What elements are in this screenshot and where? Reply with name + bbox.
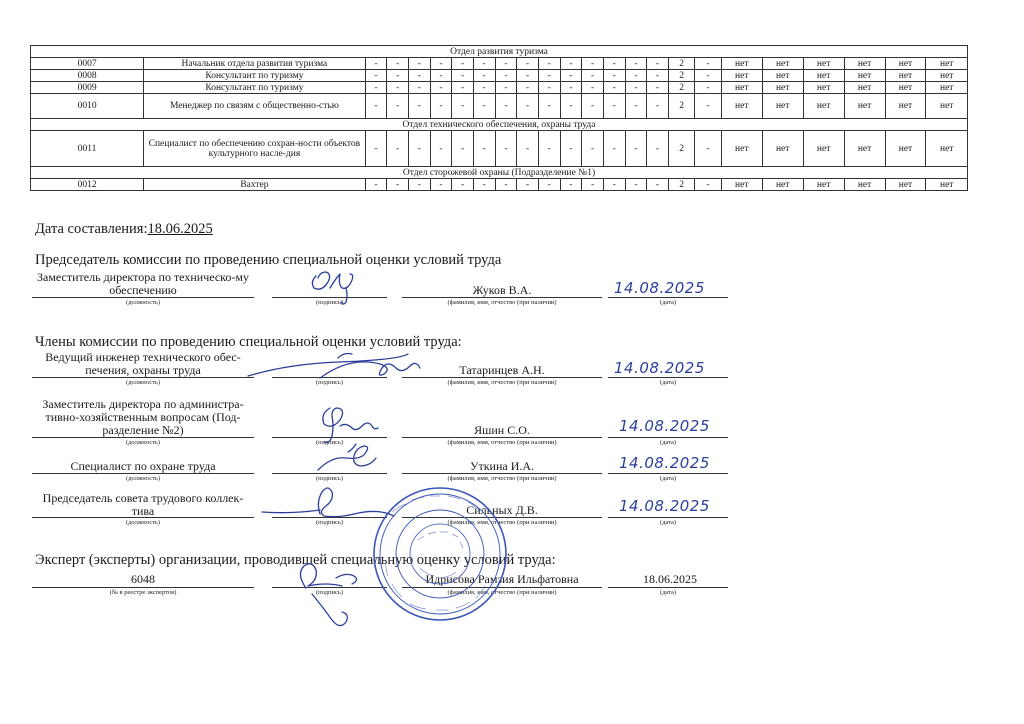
caption-date: (дата) bbox=[659, 519, 677, 526]
dash-cell: - bbox=[517, 179, 539, 191]
dash-cell: - bbox=[560, 94, 582, 119]
no-cell: нет bbox=[721, 70, 762, 82]
dash-cell: - bbox=[603, 70, 625, 82]
row-name-cell: Консультант по туризму bbox=[144, 70, 366, 82]
no-cell: нет bbox=[885, 179, 926, 191]
no-cell: нет bbox=[762, 131, 803, 167]
dash-cell: - bbox=[517, 94, 539, 119]
dash-cell: - bbox=[495, 82, 517, 94]
dash-cell: - bbox=[625, 179, 647, 191]
dash-cell: - bbox=[495, 58, 517, 70]
caption-fio: (фамилия, имя, отчество (при наличии) bbox=[447, 519, 557, 526]
member-date: 14.08.2025 bbox=[614, 359, 705, 377]
section-header-cell: Отдел технического обеспечения, охраны труда bbox=[31, 119, 968, 131]
section-header-cell: Отдел развития туризма bbox=[31, 46, 968, 58]
dash-cell: - bbox=[625, 82, 647, 94]
dash-cell: - bbox=[387, 82, 409, 94]
caption-signature: (подпись) bbox=[316, 299, 343, 306]
no-cell: нет bbox=[844, 131, 885, 167]
dash-cell: - bbox=[538, 82, 560, 94]
class-cell: 2 bbox=[668, 131, 694, 167]
no-cell: нет bbox=[926, 82, 968, 94]
class-cell: 2 bbox=[668, 58, 694, 70]
dash-cell: - bbox=[647, 70, 669, 82]
row-code-cell: 0009 bbox=[31, 82, 144, 94]
caption-date: (дата) bbox=[659, 299, 677, 306]
no-cell: нет bbox=[885, 94, 926, 119]
caption-position: (должность) bbox=[125, 379, 161, 386]
row-name-cell: Менеджер по связям с общественно-стью bbox=[144, 94, 366, 119]
class-cell: 2 bbox=[668, 179, 694, 191]
section-header-cell: Отдел сторожевой охраны (Подразделение №1) bbox=[31, 167, 968, 179]
dash-cell: - bbox=[387, 131, 409, 167]
no-cell: нет bbox=[721, 179, 762, 191]
caption-fio: (фамилия, имя, отчество (при наличии) bbox=[447, 439, 557, 446]
no-cell: нет bbox=[721, 82, 762, 94]
dash-cell: - bbox=[695, 82, 721, 94]
dash-cell: - bbox=[408, 82, 430, 94]
member-position: Председатель совета трудового коллек-тива bbox=[42, 491, 244, 518]
caption-fio: (фамилия, имя, отчество (при наличии) bbox=[447, 299, 557, 306]
dash-cell: - bbox=[452, 70, 474, 82]
dash-cell: - bbox=[582, 82, 604, 94]
dash-cell: - bbox=[408, 131, 430, 167]
dash-cell: - bbox=[582, 94, 604, 119]
dash-cell: - bbox=[365, 58, 387, 70]
row-code-cell: 0010 bbox=[31, 94, 144, 119]
dash-cell: - bbox=[695, 58, 721, 70]
chairman-signature bbox=[312, 272, 352, 304]
dash-cell: - bbox=[365, 179, 387, 191]
dash-cell: - bbox=[695, 94, 721, 119]
dash-cell: - bbox=[387, 70, 409, 82]
dash-cell: - bbox=[517, 131, 539, 167]
no-cell: нет bbox=[844, 70, 885, 82]
caption-fio: (фамилия, имя, отчество (при наличии) bbox=[447, 475, 557, 482]
row-code-cell: 0012 bbox=[31, 179, 144, 191]
member-2-signature bbox=[323, 408, 378, 442]
dash-cell: - bbox=[647, 58, 669, 70]
dash-cell: - bbox=[430, 94, 452, 119]
row-name-cell: Начальник отдела развития туризма bbox=[144, 58, 366, 70]
dash-cell: - bbox=[603, 131, 625, 167]
dash-cell: - bbox=[430, 131, 452, 167]
member-date: 14.08.2025 bbox=[619, 417, 710, 435]
no-cell: нет bbox=[885, 58, 926, 70]
dash-cell: - bbox=[365, 70, 387, 82]
member-4-signature bbox=[262, 488, 394, 517]
no-cell: нет bbox=[803, 58, 844, 70]
dash-cell: - bbox=[473, 94, 495, 119]
no-cell: нет bbox=[926, 70, 968, 82]
no-cell: нет bbox=[721, 94, 762, 119]
dash-cell: - bbox=[603, 82, 625, 94]
dash-cell: - bbox=[560, 179, 582, 191]
dash-cell: - bbox=[430, 82, 452, 94]
member-position: Ведущий инженер технического обес-печения, охраны труда bbox=[45, 350, 241, 377]
dash-cell: - bbox=[430, 179, 452, 191]
dash-cell: - bbox=[408, 179, 430, 191]
expert-name: Идрисова Рамзия Ильфатовна bbox=[425, 572, 579, 586]
caption-date: (дата) bbox=[659, 379, 677, 386]
dash-cell: - bbox=[538, 179, 560, 191]
dash-cell: - bbox=[582, 131, 604, 167]
dash-cell: - bbox=[625, 70, 647, 82]
dash-cell: - bbox=[582, 70, 604, 82]
expert-registry: 6048 bbox=[131, 572, 155, 586]
member-position: Заместитель директора по администра-тивно-хозяйственным вопросам (Под-разделение №2) bbox=[42, 397, 244, 437]
dash-cell: - bbox=[452, 82, 474, 94]
no-cell: нет bbox=[803, 82, 844, 94]
dash-cell: - bbox=[560, 82, 582, 94]
no-cell: нет bbox=[762, 82, 803, 94]
dash-cell: - bbox=[365, 82, 387, 94]
class-cell: 2 bbox=[668, 94, 694, 119]
no-cell: нет bbox=[721, 131, 762, 167]
caption-signature: (подпись) bbox=[316, 379, 343, 386]
dash-cell: - bbox=[452, 131, 474, 167]
dash-cell: - bbox=[603, 58, 625, 70]
caption-signature: (подпись) bbox=[316, 439, 343, 446]
dash-cell: - bbox=[538, 131, 560, 167]
no-cell: нет bbox=[803, 179, 844, 191]
chairman-heading: Председатель комиссии по проведению специальной оценки условий труда bbox=[35, 252, 502, 268]
dash-cell: - bbox=[517, 82, 539, 94]
dash-cell: - bbox=[517, 70, 539, 82]
member-name: Сильных Д.В. bbox=[466, 503, 538, 517]
dash-cell: - bbox=[582, 179, 604, 191]
dash-cell: - bbox=[582, 58, 604, 70]
dash-cell: - bbox=[560, 58, 582, 70]
dash-cell: - bbox=[647, 82, 669, 94]
dash-cell: - bbox=[452, 94, 474, 119]
no-cell: нет bbox=[844, 58, 885, 70]
caption-position: (должность) bbox=[125, 475, 161, 482]
dash-cell: - bbox=[430, 58, 452, 70]
no-cell: нет bbox=[762, 58, 803, 70]
dash-cell: - bbox=[625, 131, 647, 167]
dash-cell: - bbox=[517, 58, 539, 70]
dash-cell: - bbox=[495, 131, 517, 167]
dash-cell: - bbox=[452, 179, 474, 191]
member-name: Татаринцев А.Н. bbox=[459, 363, 545, 377]
no-cell: нет bbox=[844, 82, 885, 94]
member-date: 14.08.2025 bbox=[619, 497, 710, 515]
no-cell: нет bbox=[721, 58, 762, 70]
member-date: 14.08.2025 bbox=[619, 454, 710, 472]
member-3-signature bbox=[318, 444, 376, 470]
row-code-cell: 0008 bbox=[31, 70, 144, 82]
dash-cell: - bbox=[408, 58, 430, 70]
dash-cell: - bbox=[603, 94, 625, 119]
dash-cell: - bbox=[647, 131, 669, 167]
dash-cell: - bbox=[625, 58, 647, 70]
dash-cell: - bbox=[695, 70, 721, 82]
no-cell: нет bbox=[885, 131, 926, 167]
member-name: Яшин С.О. bbox=[474, 423, 530, 437]
class-cell: 2 bbox=[668, 70, 694, 82]
chairman-name: Жуков В.А. bbox=[472, 283, 532, 297]
caption-registry: (№ в реестре экспертов) bbox=[109, 589, 177, 596]
member-position: Специалист по охране труда bbox=[70, 459, 216, 473]
chairman-position: Заместитель директора по техническо-му обеспечению bbox=[37, 270, 249, 297]
dash-cell: - bbox=[538, 70, 560, 82]
dash-cell: - bbox=[495, 94, 517, 119]
no-cell: нет bbox=[926, 94, 968, 119]
dash-cell: - bbox=[365, 131, 387, 167]
caption-signature: (подпись) bbox=[316, 519, 343, 526]
dash-cell: - bbox=[365, 94, 387, 119]
caption-date: (дата) bbox=[659, 475, 677, 482]
member-1-signature bbox=[248, 354, 420, 379]
dash-cell: - bbox=[408, 70, 430, 82]
dash-cell: - bbox=[695, 179, 721, 191]
members-heading: Члены комиссии по проведению специальной оценки условий труда: bbox=[35, 334, 462, 350]
row-code-cell: 0011 bbox=[31, 131, 144, 167]
dash-cell: - bbox=[387, 58, 409, 70]
caption-position: (должность) bbox=[125, 519, 161, 526]
caption-signature: (подпись) bbox=[316, 589, 343, 596]
dash-cell: - bbox=[625, 94, 647, 119]
dash-cell: - bbox=[430, 70, 452, 82]
no-cell: нет bbox=[762, 179, 803, 191]
no-cell: нет bbox=[885, 70, 926, 82]
chairman-date: 14.08.2025 bbox=[614, 279, 705, 297]
no-cell: нет bbox=[803, 131, 844, 167]
dash-cell: - bbox=[647, 94, 669, 119]
expert-date: 18.06.2025 bbox=[643, 572, 697, 586]
member-name: Уткина И.А. bbox=[469, 459, 535, 473]
dash-cell: - bbox=[495, 70, 517, 82]
row-name-cell: Консультант по туризму bbox=[144, 82, 366, 94]
no-cell: нет bbox=[926, 58, 968, 70]
compiled-date: 18.06.2025 bbox=[147, 221, 213, 237]
dash-cell: - bbox=[560, 131, 582, 167]
dash-cell: - bbox=[495, 179, 517, 191]
dash-cell: - bbox=[560, 70, 582, 82]
no-cell: нет bbox=[844, 94, 885, 119]
expert-heading: Эксперт (эксперты) организации, проводившей специальную оценку условий труда: bbox=[35, 552, 556, 568]
compiled-label: Дата составления: bbox=[35, 221, 148, 237]
caption-fio: (фамилия, имя, отчество (при наличии) bbox=[447, 589, 557, 596]
caption-fio: (фамилия, имя, отчество (при наличии) bbox=[447, 379, 557, 386]
dash-cell: - bbox=[647, 179, 669, 191]
dash-cell: - bbox=[473, 58, 495, 70]
expert-signature bbox=[300, 564, 356, 626]
class-cell: 2 bbox=[668, 82, 694, 94]
caption-position: (должность) bbox=[125, 299, 161, 306]
dash-cell: - bbox=[473, 179, 495, 191]
caption-date: (дата) bbox=[659, 589, 677, 596]
no-cell: нет bbox=[762, 70, 803, 82]
dash-cell: - bbox=[452, 58, 474, 70]
dash-cell: - bbox=[473, 70, 495, 82]
caption-signature: (подпись) bbox=[316, 475, 343, 482]
caption-position: (должность) bbox=[125, 439, 161, 446]
caption-date: (дата) bbox=[659, 439, 677, 446]
dash-cell: - bbox=[538, 58, 560, 70]
dash-cell: - bbox=[473, 82, 495, 94]
dash-cell: - bbox=[473, 131, 495, 167]
dash-cell: - bbox=[603, 179, 625, 191]
dash-cell: - bbox=[695, 131, 721, 167]
no-cell: нет bbox=[885, 82, 926, 94]
no-cell: нет bbox=[803, 70, 844, 82]
no-cell: нет bbox=[762, 94, 803, 119]
row-code-cell: 0007 bbox=[31, 58, 144, 70]
no-cell: нет bbox=[803, 94, 844, 119]
row-name-cell: Вахтер bbox=[144, 179, 366, 191]
row-name-cell: Специалист по обеспечению сохран-ности объектов культурного насле-дия bbox=[144, 131, 366, 167]
dash-cell: - bbox=[387, 94, 409, 119]
dash-cell: - bbox=[538, 94, 560, 119]
no-cell: нет bbox=[844, 179, 885, 191]
no-cell: нет bbox=[926, 131, 968, 167]
dash-cell: - bbox=[408, 94, 430, 119]
no-cell: нет bbox=[926, 179, 968, 191]
dash-cell: - bbox=[387, 179, 409, 191]
